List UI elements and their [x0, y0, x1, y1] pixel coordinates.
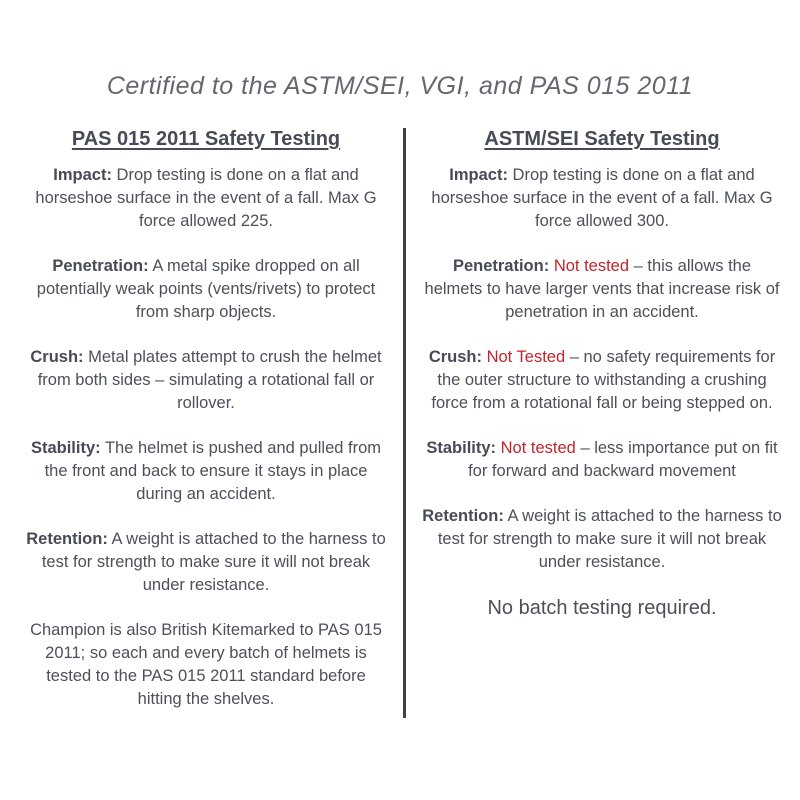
test-description-paragraph: Champion is also British Kitemarked to PAS 015 2011; so each and every batch of helmets is tested to the PAS 015 2011 standard before hitting the shelves.: [30, 621, 382, 708]
test-description-paragraph: Impact: Drop testing is done on a flat and horseshoe surface in the event of a fall. Max G force allowed 300.: [431, 166, 773, 230]
test-description-paragraph: Crush: Not Tested – no safety requirements for the outer structure to withstanding a crushing force from a rotational fall or being stepped on.: [428, 348, 776, 412]
astm-sei-column-items: [422, 164, 782, 574]
test-description-paragraph: Retention: A weight is attached to the harness to test for strength to make sure it will not break under resistance.: [422, 507, 782, 571]
test-name-label: Crush:: [30, 348, 84, 366]
test-description-paragraph: Stability: Not tested – less importance put on fit for forward and backward movement: [426, 439, 778, 480]
not-tested-highlight: Not tested: [500, 439, 576, 457]
pas-015-column-heading: PAS 015 2011 Safety Testing: [71, 128, 341, 150]
test-name-label: Impact:: [449, 166, 508, 184]
test-name-label: Retention:: [422, 507, 504, 525]
test-description-paragraph: Retention: A weight is attached to the harness to test for strength to make sure it will not break under resistance.: [26, 530, 386, 594]
pas-015-column-items: [26, 164, 386, 711]
astm-sei-column-heading: ASTM/SEI Safety Testing: [484, 128, 720, 150]
test-name-label: Penetration:: [52, 257, 149, 275]
test-name-label: Penetration:: [452, 257, 550, 275]
test-description-paragraph: Crush: Metal plates attempt to crush the helmet from both sides – simulating a rotational fall or rollover.: [30, 348, 382, 412]
test-name-label: Impact:: [53, 166, 112, 184]
test-name-label: Crush:: [428, 348, 482, 366]
no-batch-testing-note: No batch testing required.: [487, 597, 717, 619]
test-description-paragraph: Stability: The helmet is pushed and pulled from the front and back to ensure it stays in place during an accident.: [30, 439, 382, 503]
test-name-label: Stability:: [426, 439, 497, 457]
not-tested-highlight: Not Tested: [486, 348, 566, 366]
test-description-paragraph: Penetration: Not tested – this allows the helmets to have larger vents that increase risk of penetration in an accident.: [424, 257, 780, 321]
column-divider: [403, 128, 406, 718]
test-description-paragraph: Penetration: A metal spike dropped on all potentially weak points (vents/rivets) to protect from sharp objects.: [36, 257, 376, 321]
test-name-label: Stability:: [30, 439, 101, 457]
test-name-label: Retention:: [26, 530, 108, 548]
test-description-paragraph: Impact: Drop testing is done on a flat and horseshoe surface in the event of a fall. Max G force allowed 225.: [35, 166, 377, 230]
not-tested-highlight: Not tested: [553, 257, 630, 275]
page-title: Certified to the ASTM/SEI, VGI, and PAS 015 2011: [106, 72, 694, 100]
astm-sei-column: [422, 128, 782, 620]
pas-015-column: [26, 128, 386, 733]
